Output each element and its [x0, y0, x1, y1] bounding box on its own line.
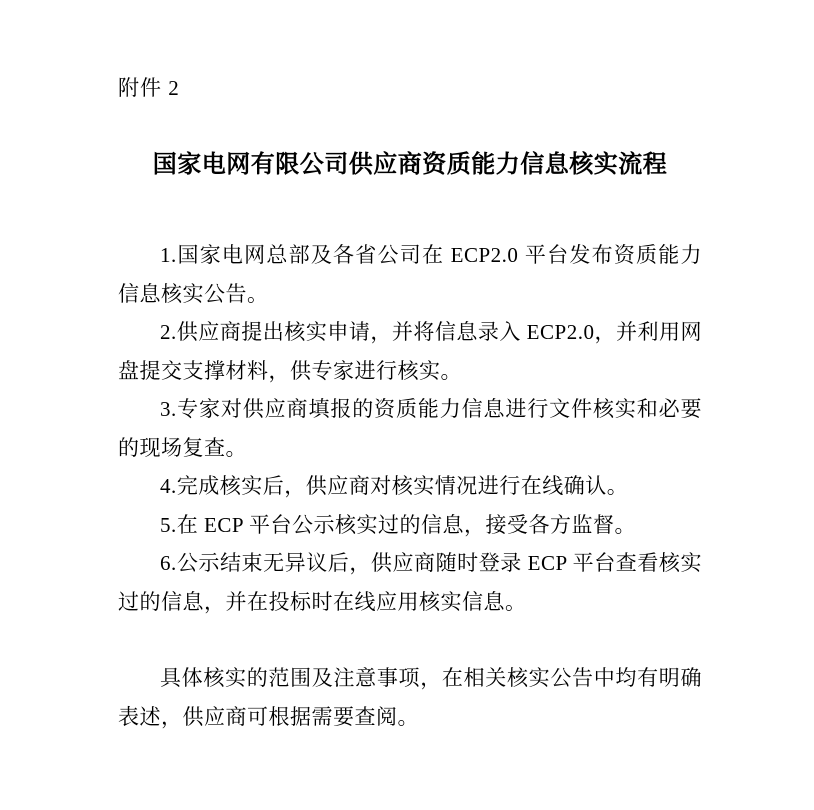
paragraph-step-6: 6.公示结束无异议后，供应商随时登录 ECP 平台查看核实过的信息，并在投标时在线应用核实信息。: [118, 551, 702, 614]
paragraph-step-5: 5.在 ECP 平台公示核实过的信息，接受各方监督。: [160, 512, 636, 537]
paragraph-step-2: 2.供应商提出核实申请，并将信息录入 ECP2.0，并利用网盘提交支撑材料，供专家进行核实。: [118, 320, 702, 383]
document-body: [118, 236, 702, 736]
attachment-label: 附件 2: [118, 76, 180, 100]
paragraph-step-3: 3.专家对供应商填报的资质能力信息进行文件核实和必要的现场复查。: [118, 397, 702, 460]
paragraph-step-4: 4.完成核实后，供应商对核实情况进行在线确认。: [160, 474, 629, 498]
paragraph-step-1: 1.国家电网总部及各省公司在 ECP2.0 平台发布资质能力信息核实公告。: [118, 243, 702, 306]
closing-paragraph: 具体核实的范围及注意事项，在相关核实公告中均有明确表述，供应商可根据需要查阅。: [118, 666, 702, 729]
document-title: 国家电网有限公司供应商资质能力信息核实流程: [152, 151, 668, 178]
